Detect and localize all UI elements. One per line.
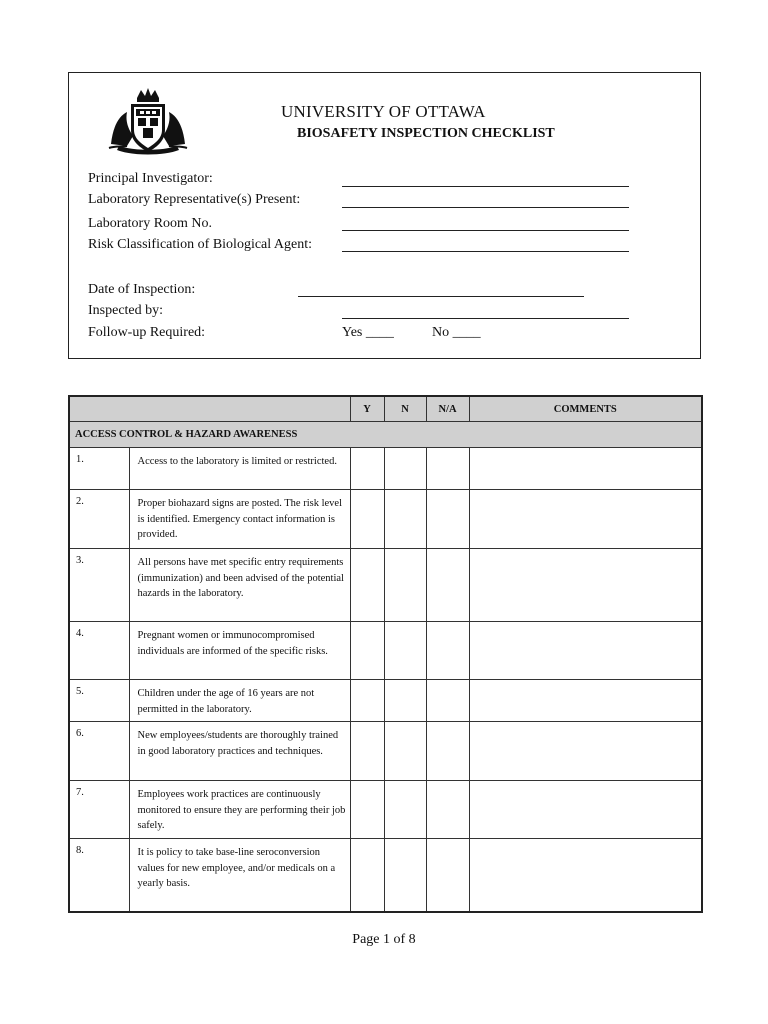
table-row	[69, 490, 702, 549]
page-number: Page 1 of 8	[352, 932, 416, 947]
risk-classification-label: Risk Classification of Biological Agent:	[88, 237, 312, 252]
table-row	[69, 839, 702, 912]
comments-cell[interactable]	[469, 448, 702, 490]
column-header-comments: COMMENTS	[469, 396, 702, 422]
yes-checkbox-cell[interactable]	[350, 680, 384, 722]
na-checkbox-cell[interactable]	[426, 839, 469, 912]
item-number: 3.	[69, 549, 129, 622]
followup-label: Follow-up Required:	[88, 325, 206, 340]
column-header-n: N	[384, 396, 426, 422]
item-text: Pregnant women or immunocompromised individuals are informed of the specific risks.	[129, 622, 350, 680]
risk-classification-field[interactable]	[342, 251, 629, 252]
yes-checkbox-cell[interactable]	[350, 722, 384, 781]
no-checkbox-cell[interactable]	[384, 839, 426, 912]
comments-cell[interactable]	[469, 839, 702, 912]
item-text: Employees work practices are continuously monitored to ensure they are performing their job safely.	[129, 781, 350, 839]
comments-cell[interactable]	[469, 549, 702, 622]
table-row	[69, 622, 702, 680]
table-row	[69, 549, 702, 622]
item-text: New employees/students are thoroughly trained in good laboratory practices and techniques.	[129, 722, 350, 781]
principal-investigator-label: Principal Investigator:	[88, 171, 213, 186]
no-checkbox-cell[interactable]	[384, 781, 426, 839]
item-number: 8.	[69, 839, 129, 912]
header-item-cell	[69, 396, 350, 422]
table-header-row	[69, 396, 702, 422]
lab-room-label: Laboratory Room No.	[88, 216, 213, 231]
no-checkbox-cell[interactable]	[384, 490, 426, 549]
inspected-by-label: Inspected by:	[88, 303, 164, 318]
followup-yes-option[interactable]: Yes ____	[342, 325, 394, 340]
table-row	[69, 448, 702, 490]
no-checkbox-cell[interactable]	[384, 622, 426, 680]
yes-checkbox-cell[interactable]	[350, 839, 384, 912]
item-number: 2.	[69, 490, 129, 549]
comments-cell[interactable]	[469, 722, 702, 781]
na-checkbox-cell[interactable]	[426, 490, 469, 549]
no-checkbox-cell[interactable]	[384, 680, 426, 722]
comments-cell[interactable]	[469, 490, 702, 549]
yes-checkbox-cell[interactable]	[350, 781, 384, 839]
university-name: UNIVERSITY OF OTTAWA	[281, 102, 486, 121]
comments-cell[interactable]	[469, 680, 702, 722]
principal-investigator-field[interactable]	[342, 186, 629, 187]
table-row	[69, 680, 702, 722]
column-header-na: N/A	[426, 396, 469, 422]
item-number: 1.	[69, 448, 129, 490]
column-header-y: Y	[350, 396, 384, 422]
yes-checkbox-cell[interactable]	[350, 622, 384, 680]
lab-room-field[interactable]	[342, 230, 629, 231]
yes-checkbox-cell[interactable]	[350, 549, 384, 622]
na-checkbox-cell[interactable]	[426, 680, 469, 722]
yes-checkbox-cell[interactable]	[350, 490, 384, 549]
followup-no-option[interactable]: No ____	[432, 325, 481, 340]
lab-representative-label: Laboratory Representative(s) Present:	[88, 192, 301, 207]
na-checkbox-cell[interactable]	[426, 781, 469, 839]
inspection-date-field[interactable]	[298, 296, 584, 297]
comments-cell[interactable]	[469, 622, 702, 680]
na-checkbox-cell[interactable]	[426, 722, 469, 781]
item-text: Proper biohazard signs are posted. The risk level is identified. Emergency contact information is provided.	[129, 490, 350, 549]
item-number: 4.	[69, 622, 129, 680]
item-text: It is policy to take base-line seroconversion values for new employee, and/or medicals on a yearly basis.	[129, 839, 350, 912]
item-text: Access to the laboratory is limited or restricted.	[129, 448, 350, 490]
comments-cell[interactable]	[469, 781, 702, 839]
no-checkbox-cell[interactable]	[384, 549, 426, 622]
table-row	[69, 781, 702, 839]
item-text: Children under the age of 16 years are not permitted in the laboratory.	[129, 680, 350, 722]
item-number: 5.	[69, 680, 129, 722]
yes-checkbox-cell[interactable]	[350, 448, 384, 490]
na-checkbox-cell[interactable]	[426, 549, 469, 622]
item-text: All persons have met specific entry requirements (immunization) and been advised of the potential hazards in the laboratory.	[129, 549, 350, 622]
no-checkbox-cell[interactable]	[384, 722, 426, 781]
inspected-by-field[interactable]	[342, 318, 629, 319]
no-checkbox-cell[interactable]	[384, 448, 426, 490]
table-row	[69, 722, 702, 781]
section-header-row	[69, 422, 702, 448]
university-crest-logo	[107, 86, 189, 156]
inspection-checklist-table	[68, 395, 703, 913]
item-number: 7.	[69, 781, 129, 839]
form-title: BIOSAFETY INSPECTION CHECKLIST	[297, 126, 555, 141]
section-title: ACCESS CONTROL & HAZARD AWARENESS	[69, 422, 702, 448]
item-number: 6.	[69, 722, 129, 781]
na-checkbox-cell[interactable]	[426, 622, 469, 680]
form-header	[68, 72, 701, 359]
lab-representative-field[interactable]	[342, 207, 629, 208]
na-checkbox-cell[interactable]	[426, 448, 469, 490]
inspection-date-label: Date of Inspection:	[88, 282, 196, 297]
